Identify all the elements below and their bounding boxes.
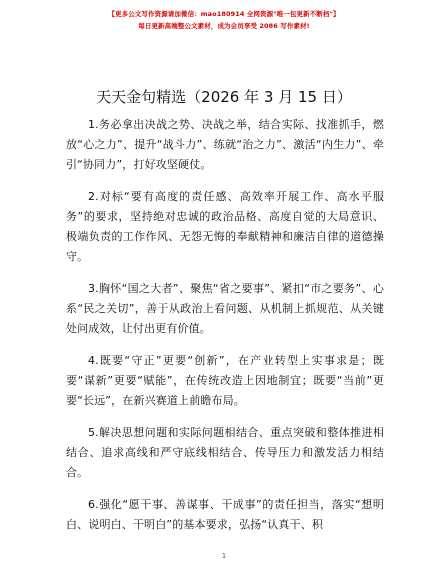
document-title: 天天金句精选（2026 年 3 月 15 日） xyxy=(96,88,352,106)
paragraph-2: 2.对标“要有高度的责任感、高效率开展工作、高水平服务”的要求，坚持绝对忠诚的政治品格、高度自觉的大局意识、极端负责的工作作风、无怨无悔的奉献精神和廉洁自律的道德操守。 xyxy=(66,190,384,263)
promo-banner xyxy=(0,8,448,32)
banner-line-2: 每日更新高端整公文素材，成为会员享受 2086 写作素材! xyxy=(138,22,310,30)
paragraph-1: 1.务必拿出决战之势、决战之举，结合实际、找准抓手，燃放“心之力”、提升“战斗力”、练就“治之力”、激活“内生力”、牵引“协同力”，打好攻坚硬仗。 xyxy=(66,118,384,171)
document-body xyxy=(66,115,384,547)
paragraph-5: 5.解决思想问题和实际问题相结合、重点突破和整体推进相结合、追求高线和严守底线相结合、传导压力和激发活力相结合。 xyxy=(66,426,384,479)
paragraph-4: 4.既要“守正”更要“创新”，在产业转型上实事求是；既要“谋新”更要“赋能”，在传统改造上因地制宜；既要“当前”更要“长远”，在新兴赛道上前瞻布局。 xyxy=(66,354,384,407)
banner-line-1: 【更多公文写作资源请加微信：mao180914 全网资源"唯一包更新不断档"】 xyxy=(108,10,340,18)
paragraph-6: 6.强化“愿干事、善谋事、干成事”的责任担当，落实“想明白、说明白、干明白”的基本要求，弘扬“认真干、积 xyxy=(66,498,384,531)
paragraph-3: 3.胸怀“国之大者”、聚焦“省之要事”、紧扣“市之要务”、心系“民之关切”，善于从政治上看问题、从机制上抓规范、从关键处问成效，让付出更有价值。 xyxy=(66,282,384,335)
page-number: 1 xyxy=(221,552,227,560)
